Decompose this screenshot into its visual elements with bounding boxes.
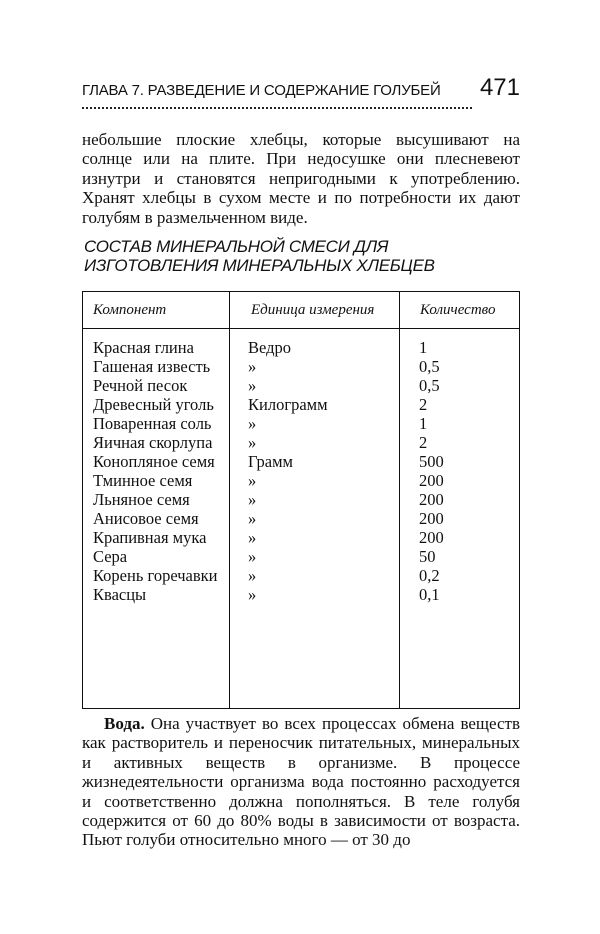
cell-quantity: 200 xyxy=(419,509,444,528)
cell-unit: » xyxy=(248,357,257,376)
table-row xyxy=(83,509,519,528)
cell-component: Квасцы xyxy=(93,585,147,604)
cell-quantity: 0,5 xyxy=(419,357,440,376)
cell-component: Анисовое семя xyxy=(93,509,199,528)
table-row xyxy=(83,471,519,490)
table-title-line-1: СОСТАВ МИНЕРАЛЬНОЙ СМЕСИ ДЛЯ xyxy=(84,237,389,256)
cell-quantity: 0,5 xyxy=(419,376,440,395)
header-divider xyxy=(82,107,472,109)
cell-unit: Ведро xyxy=(248,338,292,357)
cell-unit: » xyxy=(248,585,257,604)
table-row xyxy=(83,490,519,509)
cell-quantity: 200 xyxy=(419,528,444,547)
cell-quantity: 2 xyxy=(419,433,428,452)
table-row xyxy=(83,585,519,604)
cell-component: Гашеная известь xyxy=(93,357,211,376)
water-paragraph xyxy=(82,714,520,850)
table-row xyxy=(83,528,519,547)
table-row xyxy=(83,376,519,395)
column-header-component: Компонент xyxy=(93,302,167,318)
cell-component: Древесный уголь xyxy=(93,395,214,414)
cell-component: Красная глина xyxy=(93,338,194,357)
cell-unit: » xyxy=(248,490,257,509)
cell-quantity: 200 xyxy=(419,471,444,490)
table-row xyxy=(83,395,519,414)
page-number: 471 xyxy=(479,74,520,101)
water-text: Она участвует во всех процессах обмена веществ как растворитель и переносчик питательных, минеральных и активных веществ в организме. В процессе жизнедеятельности организма вода постоянно расходуется и соответственно должна пополняться. В теле голубя содержится от 60 до 80% воды в зависимости от возраста. Пьют голуби относительно много — от 30 до xyxy=(82,714,520,850)
header-row-divider xyxy=(83,328,519,329)
cell-unit: Килограмм xyxy=(248,395,328,414)
cell-unit: » xyxy=(248,528,257,547)
water-lead: Вода. xyxy=(104,714,145,733)
cell-unit: » xyxy=(248,376,257,395)
table-row xyxy=(83,547,519,566)
cell-component: Поваренная соль xyxy=(93,414,212,433)
cell-unit: » xyxy=(248,566,257,585)
table-row xyxy=(83,338,519,357)
table-row xyxy=(83,566,519,585)
cell-component: Яичная скорлупа xyxy=(93,433,213,452)
cell-unit: » xyxy=(248,414,257,433)
cell-component: Крапивная мука xyxy=(93,528,207,547)
cell-unit: » xyxy=(248,471,257,490)
cell-quantity: 1 xyxy=(419,414,428,433)
cell-quantity: 200 xyxy=(419,490,444,509)
table-title-line-2: ИЗГОТОВЛЕНИЯ МИНЕРАЛЬНЫХ ХЛЕБЦЕВ xyxy=(84,256,435,275)
cell-component: Тминное семя xyxy=(93,471,193,490)
table-row xyxy=(83,414,519,433)
cell-unit: » xyxy=(248,433,257,452)
cell-quantity: 0,1 xyxy=(419,585,440,604)
running-head xyxy=(82,74,520,108)
cell-unit: Грамм xyxy=(248,452,293,471)
column-header-unit: Единица измерения xyxy=(251,302,375,318)
table-title xyxy=(84,237,514,275)
cell-quantity: 500 xyxy=(419,452,444,471)
cell-quantity: 50 xyxy=(419,547,436,566)
cell-quantity: 2 xyxy=(419,395,428,414)
intro-paragraph: небольшие плоские хлебцы, которые высушивают на солнце или на плите. При недосушке они плесневеют изнутри и становятся непригодными к употреблению. Хранят хлебцы в сухом месте и по потребности их дают голубям в размельченном виде. xyxy=(82,130,520,227)
table-row xyxy=(83,357,519,376)
cell-component: Речной песок xyxy=(93,376,188,395)
table-row xyxy=(83,452,519,471)
cell-component: Корень горечавки xyxy=(93,566,218,585)
chapter-title: ГЛАВА 7. РАЗВЕДЕНИЕ И СОДЕРЖАНИЕ ГОЛУБЕЙ xyxy=(82,82,441,99)
cell-unit: » xyxy=(248,509,257,528)
column-header-quantity: Количество xyxy=(420,302,496,318)
table-row xyxy=(83,433,519,452)
table-body xyxy=(83,338,519,604)
cell-component: Конопляное семя xyxy=(93,452,215,471)
mineral-mix-table xyxy=(82,291,520,709)
cell-component: Сера xyxy=(93,547,128,566)
cell-component: Льняное семя xyxy=(93,490,190,509)
cell-unit: » xyxy=(248,547,257,566)
cell-quantity: 0,2 xyxy=(419,566,440,585)
cell-quantity: 1 xyxy=(419,338,428,357)
